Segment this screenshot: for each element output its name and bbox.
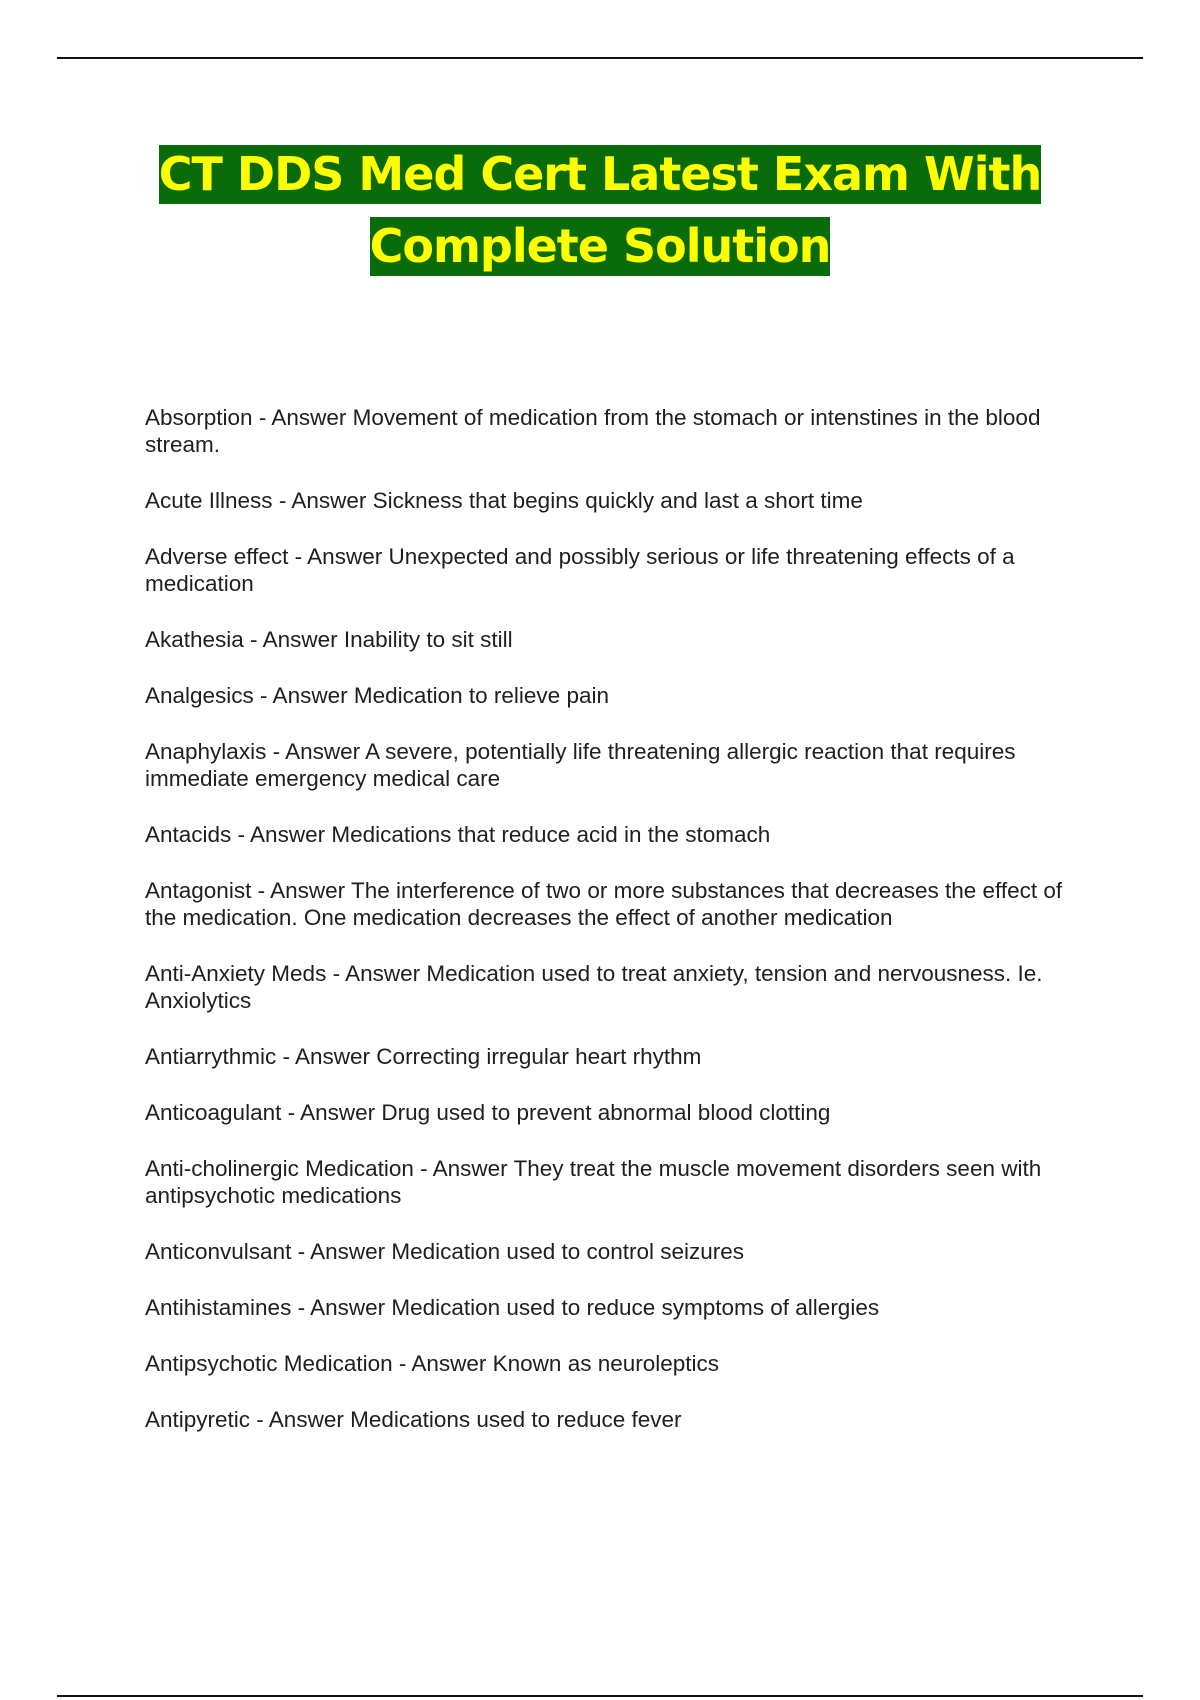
- glossary-entry-anticonvulsant: Anticonvulsant - Answer Medication used to control seizures: [145, 1239, 745, 1264]
- glossary-entry-anti-cholinergic: Anti-cholinergic Medication - Answer They treat the muscle movement disorders seen with antipsychotic medications: [145, 1156, 1042, 1208]
- glossary-entry-analgesics: Analgesics - Answer Medication to relieve pain: [145, 683, 609, 708]
- glossary-entry-antiarrythmic: Antiarrythmic - Answer Correcting irregular heart rhythm: [145, 1044, 702, 1069]
- title-block: [120, 144, 1080, 288]
- glossary-entry-adverse-effect: Adverse effect - Answer Unexpected and possibly serious or life threatening effects of a medication: [145, 544, 1015, 596]
- glossary-entry-anti-anxiety-meds: Anti-Anxiety Meds - Answer Medication used to treat anxiety, tension and nervousness. Ie. Anxiolytics: [145, 961, 1043, 1013]
- glossary-entry-antihistamines: Antihistamines - Answer Medication used to reduce symptoms of allergies: [145, 1295, 880, 1320]
- glossary-entry-antipyretic: Antipyretic - Answer Medications used to reduce fever: [145, 1407, 682, 1432]
- glossary-entry-acute-illness: Acute Illness - Answer Sickness that begins quickly and last a short time: [145, 488, 863, 513]
- glossary-entry-akathesia: Akathesia - Answer Inability to sit still: [145, 627, 513, 652]
- glossary-entry-absorption: Absorption - Answer Movement of medication from the stomach or intenstines in the blood stream.: [145, 405, 1041, 457]
- document-title: CT DDS Med Cert Latest Exam With Complete Solution: [159, 145, 1041, 276]
- glossary-entry-antacids: Antacids - Answer Medications that reduce acid in the stomach: [145, 822, 771, 847]
- bottom-rule: [57, 1695, 1143, 1697]
- glossary-entry-antagonist: Antagonist - Answer The interference of two or more substances that decreases the effect of the medication. One medication decreases the effect of another medication: [145, 878, 1063, 930]
- glossary-entry-antipsychotic: Antipsychotic Medication - Answer Known as neuroleptics: [145, 1351, 720, 1376]
- glossary-entry-anaphylaxis: Anaphylaxis - Answer A severe, potentially life threatening allergic reaction that requires immediate emergency medical care: [145, 739, 1016, 791]
- glossary-entry-anticoagulant: Anticoagulant - Answer Drug used to prevent abnormal blood clotting: [145, 1100, 831, 1125]
- top-rule: [57, 57, 1143, 59]
- glossary-list: [145, 404, 1095, 1462]
